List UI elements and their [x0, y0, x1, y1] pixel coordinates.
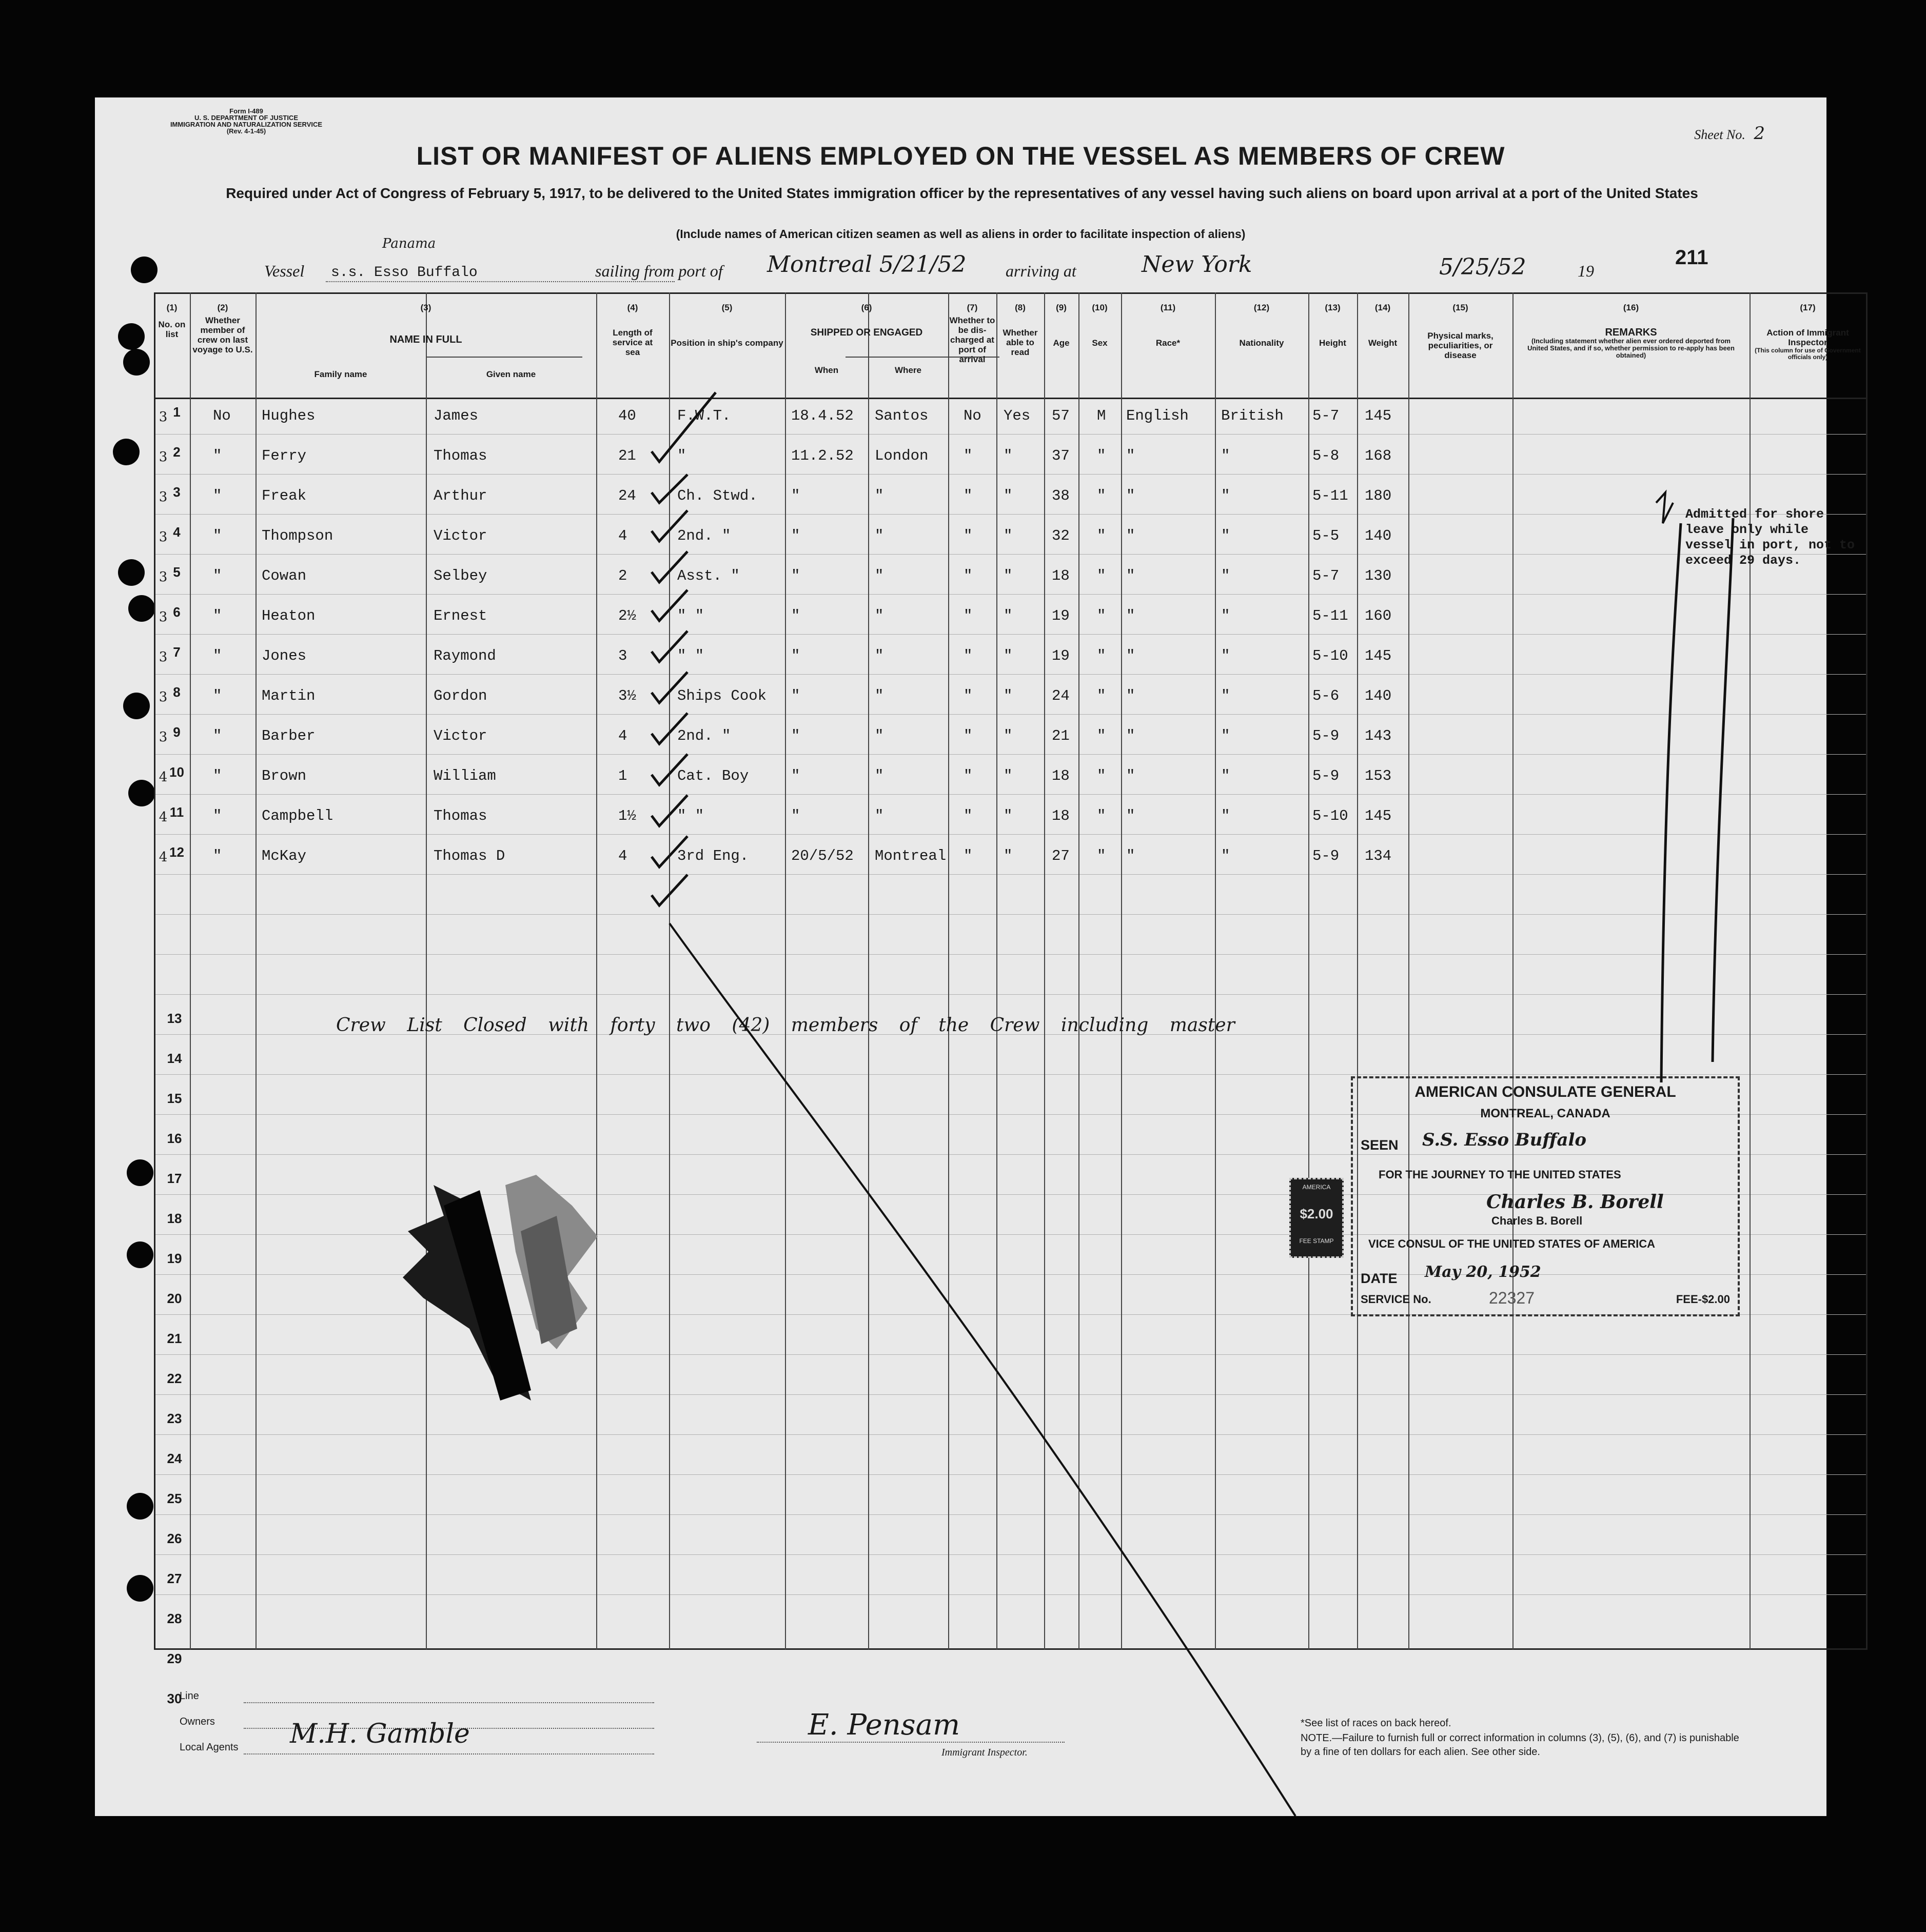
row-service: 40: [618, 407, 636, 424]
row-shipped-where: Santos: [875, 407, 929, 424]
torn-seal: [403, 1175, 598, 1401]
row-number: 10: [169, 764, 184, 780]
row-shipped-where: ": [875, 527, 884, 544]
row-number: 17: [167, 1171, 182, 1186]
inspector-signature: E. Pensam: [808, 1708, 960, 1742]
row-age: 21: [1052, 727, 1070, 744]
row-given-name: Gordon: [434, 687, 487, 704]
row-race: ": [1126, 647, 1135, 664]
row-race: English: [1126, 407, 1189, 424]
row-sex: ": [1097, 647, 1106, 664]
row-nationality: ": [1221, 447, 1230, 464]
row-given-name: William: [434, 767, 496, 784]
header-age: (9) Age: [1053, 303, 1070, 348]
row-service: 3: [618, 647, 627, 664]
row-age: 19: [1052, 647, 1070, 664]
row-service: 4: [618, 527, 627, 544]
header-inspector-action: (17) Action of Immigrant Inspector (This column for use of Government officials only): [1755, 303, 1861, 361]
stamp-journey: FOR THE JOURNEY TO THE UNITED STATES: [1379, 1168, 1621, 1181]
row-position: Cat. Boy: [677, 767, 749, 784]
row-number: 24: [167, 1451, 182, 1466]
row-service: 24: [618, 487, 636, 504]
row-age: 18: [1052, 807, 1070, 824]
row-discharged: ": [964, 447, 973, 464]
row-sex: ": [1097, 607, 1106, 624]
check-marks: [652, 392, 716, 905]
row-prefix: 4: [159, 810, 168, 825]
row-shipped-where: ": [875, 727, 884, 744]
row-nationality: ": [1221, 687, 1230, 704]
row-position: Ships Cook: [677, 687, 767, 704]
row-position: F.W.T.: [677, 407, 731, 424]
row-last-voyage: ": [213, 727, 222, 744]
row-height: 5-9: [1312, 847, 1340, 864]
row-prefix: 3: [159, 409, 168, 425]
row-shipped-when: 11.2.52: [791, 447, 854, 464]
row-read: ": [1004, 767, 1013, 784]
manifest-number: 211: [1675, 246, 1708, 269]
row-age: 18: [1052, 567, 1070, 584]
row-number: 3: [173, 484, 181, 500]
agents-label: Local Agents: [180, 1742, 239, 1753]
header-last-voyage: (2) Whether member of crew on last voyage to U.S.: [192, 303, 253, 354]
consulate-stamp: [1351, 1076, 1740, 1316]
row-family-name: Barber: [262, 727, 316, 744]
row-race: ": [1126, 607, 1135, 624]
row-discharged: ": [964, 767, 973, 784]
row-shipped-when: ": [791, 567, 800, 584]
row-last-voyage: No: [213, 407, 231, 424]
row-prefix: 3: [159, 569, 168, 585]
form-number: Form I-489: [229, 107, 263, 115]
row-family-name: Hughes: [262, 407, 316, 424]
row-number: 9: [173, 724, 181, 740]
row-number: 15: [167, 1091, 182, 1106]
stamp-date-value: May 20, 1952: [1425, 1263, 1541, 1281]
row-sex: ": [1097, 527, 1106, 544]
row-height: 5-9: [1312, 727, 1340, 744]
row-shipped-when: ": [791, 527, 800, 544]
row-nationality: ": [1221, 487, 1230, 504]
row-read: ": [1004, 447, 1013, 464]
row-number: 28: [167, 1611, 182, 1626]
row-weight: 130: [1365, 567, 1392, 584]
stamp-signature: Charles B. Borell: [1486, 1191, 1664, 1213]
header-when: When: [814, 365, 839, 375]
owners-label: Owners: [180, 1716, 215, 1727]
row-age: 37: [1052, 447, 1070, 464]
row-discharged: ": [964, 727, 973, 744]
row-given-name: Thomas: [434, 807, 487, 824]
row-number: 27: [167, 1571, 182, 1586]
row-prefix: 3: [159, 529, 168, 545]
row-prefix: 3: [159, 649, 168, 665]
row-last-voyage: ": [213, 567, 222, 584]
row-last-voyage: ": [213, 527, 222, 544]
row-family-name: Ferry: [262, 447, 307, 464]
inspector-label: Immigrant Inspector.: [941, 1747, 1028, 1758]
row-read: ": [1004, 607, 1013, 624]
row-number: 12: [169, 844, 184, 860]
row-race: ": [1126, 567, 1135, 584]
row-service: 1½: [618, 807, 636, 824]
row-family-name: Martin: [262, 687, 316, 704]
stamp-service-label: SERVICE No.: [1361, 1293, 1431, 1306]
row-family-name: Campbell: [262, 807, 333, 824]
header-race: (11) Race*: [1155, 303, 1181, 348]
row-number: 25: [167, 1491, 182, 1506]
row-height: 5-11: [1312, 607, 1348, 624]
row-shipped-where: ": [875, 807, 884, 824]
header-nationality: (12) Nationality: [1239, 303, 1284, 348]
row-sex: ": [1097, 807, 1106, 824]
row-given-name: Victor: [434, 727, 487, 744]
row-shipped-when: 20/5/52: [791, 847, 854, 864]
row-shipped-when: 18.4.52: [791, 407, 854, 424]
row-shipped-where: ": [875, 767, 884, 784]
page-subtitle: Required under Act of Congress of February 5, 1917, to be delivered to the United States immigration officer by the representatives of any vessel having such aliens on board upon arrival at a port of the United States: [226, 185, 1698, 201]
row-shipped-where: ": [875, 647, 884, 664]
row-last-voyage: ": [213, 607, 222, 624]
row-weight: 145: [1365, 647, 1392, 664]
page-title: LIST OR MANIFEST OF ALIENS EMPLOYED ON THE VESSEL AS MEMBERS OF CREW: [416, 142, 1505, 170]
row-race: ": [1126, 687, 1135, 704]
row-given-name: Raymond: [434, 647, 496, 664]
header-discharged: (7) Whether to be dis-charged at port of arrival: [949, 303, 995, 364]
row-given-name: Selbey: [434, 567, 487, 584]
line-underline: [244, 1702, 654, 1703]
row-discharged: ": [964, 807, 973, 824]
fee-stamp: [1289, 1178, 1344, 1258]
row-race: ": [1126, 487, 1135, 504]
row-read: ": [1004, 727, 1013, 744]
row-number: 13: [167, 1011, 182, 1026]
row-read: ": [1004, 687, 1013, 704]
row-weight: 153: [1365, 767, 1392, 784]
row-shipped-where: ": [875, 567, 884, 584]
row-prefix: 3: [159, 730, 168, 745]
row-age: 32: [1052, 527, 1070, 544]
row-nationality: ": [1221, 527, 1230, 544]
row-number: 20: [167, 1291, 182, 1306]
row-given-name: Arthur: [434, 487, 487, 504]
row-number: 16: [167, 1131, 182, 1146]
row-height: 5-10: [1312, 647, 1348, 664]
stamp-date-label: DATE: [1361, 1271, 1398, 1286]
row-number: 22: [167, 1371, 182, 1386]
row-shipped-where: London: [875, 447, 929, 464]
penalty-note: NOTE.—Failure to furnish full or correct information in columns (3), (5), (6), and (7) is punishable by a fine of ten dollars for each alien. See other side.: [1301, 1732, 1739, 1758]
row-service: 2½: [618, 607, 636, 624]
row-last-voyage: ": [213, 767, 222, 784]
row-service: 1: [618, 767, 627, 784]
row-nationality: ": [1221, 847, 1230, 864]
header-weight: (14) Weight: [1368, 303, 1398, 348]
row-discharged: No: [964, 407, 981, 424]
row-height: 5-6: [1312, 687, 1340, 704]
row-service: 3½: [618, 687, 636, 704]
arriving-port: New York: [1142, 251, 1252, 278]
row-sex: ": [1097, 447, 1106, 464]
service-name: IMMIGRATION AND NATURALIZATION SERVICE: [170, 121, 323, 128]
sailing-label: sailing from port of: [595, 262, 723, 280]
row-weight: 143: [1365, 727, 1392, 744]
row-weight: 145: [1365, 807, 1392, 824]
row-weight: 180: [1365, 487, 1392, 504]
row-race: ": [1126, 767, 1135, 784]
row-height: 5-7: [1312, 567, 1340, 584]
sheet-value: 2: [1754, 123, 1765, 144]
row-number: 19: [167, 1251, 182, 1266]
row-read: ": [1004, 567, 1013, 584]
fee-stamp-bottom: FEE STAMP: [1299, 1237, 1334, 1245]
row-position: 2nd. ": [677, 527, 731, 544]
row-prefix: 3: [159, 489, 168, 505]
row-number: 2: [173, 444, 181, 460]
row-weight: 140: [1365, 687, 1392, 704]
row-sex: ": [1097, 727, 1106, 744]
agents-signature: M.H. Gamble: [290, 1719, 470, 1749]
row-number: 23: [167, 1411, 182, 1426]
stamp-seen-label: SEEN: [1361, 1137, 1399, 1153]
row-discharged: ": [964, 567, 973, 584]
row-last-voyage: ": [213, 847, 222, 864]
row-family-name: Freak: [262, 487, 307, 504]
row-given-name: James: [434, 407, 479, 424]
row-last-voyage: ": [213, 807, 222, 824]
agents-underline: [244, 1753, 654, 1754]
row-last-voyage: ": [213, 447, 222, 464]
row-position: ": [677, 447, 686, 464]
remarks-typed: Admitted for shore leave only while vessel in port, not to exceed 29 days.: [1685, 507, 1855, 568]
row-position: " ": [677, 607, 704, 624]
row-shipped-when: ": [791, 647, 800, 664]
row-service: 21: [618, 447, 636, 464]
row-family-name: Cowan: [262, 567, 307, 584]
row-given-name: Victor: [434, 527, 487, 544]
inspector-underline: [757, 1742, 1065, 1743]
row-nationality: ": [1221, 567, 1230, 584]
row-service: 4: [618, 727, 627, 744]
closing-note: Crew List Closed with forty two (42) members of the Crew including master: [336, 1015, 1235, 1036]
row-shipped-when: ": [791, 607, 800, 624]
row-number: 21: [167, 1331, 182, 1346]
fee-stamp-top: AMERICA: [1302, 1184, 1331, 1191]
row-given-name: Ernest: [434, 607, 487, 624]
row-height: 5-8: [1312, 447, 1340, 464]
stamp-service-value: 22327: [1489, 1289, 1535, 1307]
fee-stamp-amount: $2.00: [1300, 1206, 1333, 1221]
row-last-voyage: ": [213, 487, 222, 504]
header-where: Where: [895, 365, 921, 375]
row-race: ": [1126, 447, 1135, 464]
header-no: (1) No. on list: [158, 303, 186, 339]
row-nationality: ": [1221, 727, 1230, 744]
row-nationality: ": [1221, 607, 1230, 624]
row-nationality: ": [1221, 807, 1230, 824]
row-position: " ": [677, 807, 704, 824]
row-age: 18: [1052, 767, 1070, 784]
row-shipped-where: ": [875, 487, 884, 504]
row-weight: 160: [1365, 607, 1392, 624]
row-sex: ": [1097, 687, 1106, 704]
row-sex: ": [1097, 487, 1106, 504]
header-sex: (10) Sex: [1092, 303, 1108, 348]
row-prefix: 3: [159, 449, 168, 465]
row-age: 38: [1052, 487, 1070, 504]
row-height: 5-5: [1312, 527, 1340, 544]
row-nationality: ": [1221, 647, 1230, 664]
row-shipped-where: ": [875, 687, 884, 704]
manifest-sheet: [95, 97, 1861, 1816]
row-read: ": [1004, 807, 1013, 824]
row-last-voyage: ": [213, 647, 222, 664]
row-read: ": [1004, 527, 1013, 544]
stamp-line2: MONTREAL, CANADA: [1480, 1107, 1610, 1120]
year-label: 19: [1578, 262, 1594, 280]
header-name: (3) NAME IN FULL: [389, 303, 462, 345]
row-height: 5-9: [1312, 767, 1340, 784]
row-family-name: Heaton: [262, 607, 316, 624]
row-read: ": [1004, 647, 1013, 664]
sailing-port: Montreal 5/21/52: [767, 251, 967, 278]
row-sex: M: [1097, 407, 1106, 424]
cancel-diagonal-line: [670, 923, 1295, 1816]
row-shipped-when: ": [791, 487, 800, 504]
row-prefix: 3: [159, 689, 168, 705]
row-discharged: ": [964, 847, 973, 864]
row-number: 26: [167, 1531, 182, 1546]
row-weight: 145: [1365, 407, 1392, 424]
header-position: (5) Position in ship's company: [671, 303, 783, 348]
row-sex: ": [1097, 767, 1106, 784]
row-service: 2: [618, 567, 627, 584]
row-discharged: ": [964, 487, 973, 504]
stamp-fee: FEE-$2.00: [1676, 1293, 1730, 1306]
row-position: " ": [677, 647, 704, 664]
sheet-label: Sheet No.: [1694, 127, 1745, 142]
race-note: *See list of races on back hereof.: [1301, 1718, 1451, 1729]
row-number: 11: [169, 804, 184, 820]
stamp-seen-value: S.S. Esso Buffalo: [1422, 1130, 1587, 1150]
row-position: Asst. ": [677, 567, 740, 584]
row-nationality: British: [1221, 407, 1284, 424]
row-given-name: Thomas: [434, 447, 487, 464]
vessel-flag-note: Panama: [382, 236, 436, 251]
row-number: 18: [167, 1211, 182, 1226]
row-height: 5-11: [1312, 487, 1348, 504]
row-service: 4: [618, 847, 627, 864]
row-position: 2nd. ": [677, 727, 731, 744]
header-height: (13) Height: [1319, 303, 1346, 348]
row-number: 5: [173, 564, 181, 580]
department-name: U. S. DEPARTMENT OF JUSTICE: [194, 114, 298, 122]
header-shipped: (6) SHIPPED OR ENGAGED: [810, 303, 923, 338]
row-race: ": [1126, 847, 1135, 864]
row-family-name: Thompson: [262, 527, 333, 544]
row-height: 5-7: [1312, 407, 1340, 424]
row-number: 1: [173, 404, 181, 420]
row-discharged: ": [964, 527, 973, 544]
row-sex: ": [1097, 847, 1106, 864]
row-shipped-when: ": [791, 687, 800, 704]
row-number: 8: [173, 684, 181, 700]
row-shipped-when: ": [791, 807, 800, 824]
row-sex: ": [1097, 567, 1106, 584]
row-race: ": [1126, 807, 1135, 824]
row-age: 19: [1052, 607, 1070, 624]
row-given-name: Thomas D: [434, 847, 505, 864]
row-last-voyage: ": [213, 687, 222, 704]
row-number: 14: [167, 1051, 182, 1066]
row-number: 6: [173, 604, 181, 620]
vessel-label: Vessel: [264, 262, 305, 280]
row-race: ": [1126, 727, 1135, 744]
row-weight: 134: [1365, 847, 1392, 864]
stamp-consul: VICE CONSUL OF THE UNITED STATES OF AMERICA: [1368, 1237, 1655, 1250]
header-remarks: (16) REMARKS (Including statement whether alien ever ordered deported from United States, and if so, whether permission to re-apply has been obtained): [1527, 303, 1735, 359]
row-age: 24: [1052, 687, 1070, 704]
row-number: 30: [167, 1691, 182, 1706]
row-shipped-when: ": [791, 767, 800, 784]
row-read: ": [1004, 487, 1013, 504]
line-label: Line: [180, 1690, 199, 1702]
row-discharged: ": [964, 647, 973, 664]
row-age: 27: [1052, 847, 1070, 864]
row-weight: 140: [1365, 527, 1392, 544]
header-service: (4) Length of service at sea: [612, 303, 653, 357]
row-discharged: ": [964, 607, 973, 624]
row-number: 29: [167, 1651, 182, 1666]
stamp-line1: AMERICAN CONSULATE GENERAL: [1414, 1083, 1676, 1100]
row-number: 4: [173, 524, 181, 540]
row-weight: 168: [1365, 447, 1392, 464]
header-read: (8) Whether able to read: [1003, 303, 1038, 357]
row-number: 7: [173, 644, 181, 660]
row-family-name: Jones: [262, 647, 307, 664]
annotation-overlay: [95, 97, 1826, 1816]
row-family-name: Brown: [262, 767, 307, 784]
arriving-label: arriving at: [1006, 262, 1076, 280]
row-shipped-where: ": [875, 607, 884, 624]
page-instruction: (Include names of American citizen seamen as well as aliens in order to facilitate inspection of aliens): [676, 227, 1246, 241]
row-read: Yes: [1004, 407, 1031, 424]
header-family-name: Family name: [314, 369, 367, 379]
stamp-signer-typed: Charles B. Borell: [1491, 1214, 1583, 1227]
revision-date: (Rev. 4-1-45): [226, 127, 266, 135]
row-position: Ch. Stwd.: [677, 487, 758, 504]
row-position: 3rd Eng.: [677, 847, 749, 864]
arrival-date: 5/25/52: [1439, 254, 1526, 280]
row-shipped-where: Montreal: [875, 847, 947, 864]
header-physical-marks: (15) Physical marks, peculiarities, or disease: [1427, 303, 1493, 360]
row-prefix: 4: [159, 850, 168, 865]
row-height: 5-10: [1312, 807, 1348, 824]
header-given-name: Given name: [486, 369, 536, 379]
row-prefix: 4: [159, 770, 168, 785]
row-age: 57: [1052, 407, 1070, 424]
row-discharged: ": [964, 687, 973, 704]
row-nationality: ": [1221, 767, 1230, 784]
vessel-name: s.s. Esso Buffalo: [331, 265, 478, 281]
row-prefix: 3: [159, 609, 168, 625]
row-race: ": [1126, 527, 1135, 544]
row-family-name: McKay: [262, 847, 307, 864]
row-shipped-when: ": [791, 727, 800, 744]
row-read: ": [1004, 847, 1013, 864]
